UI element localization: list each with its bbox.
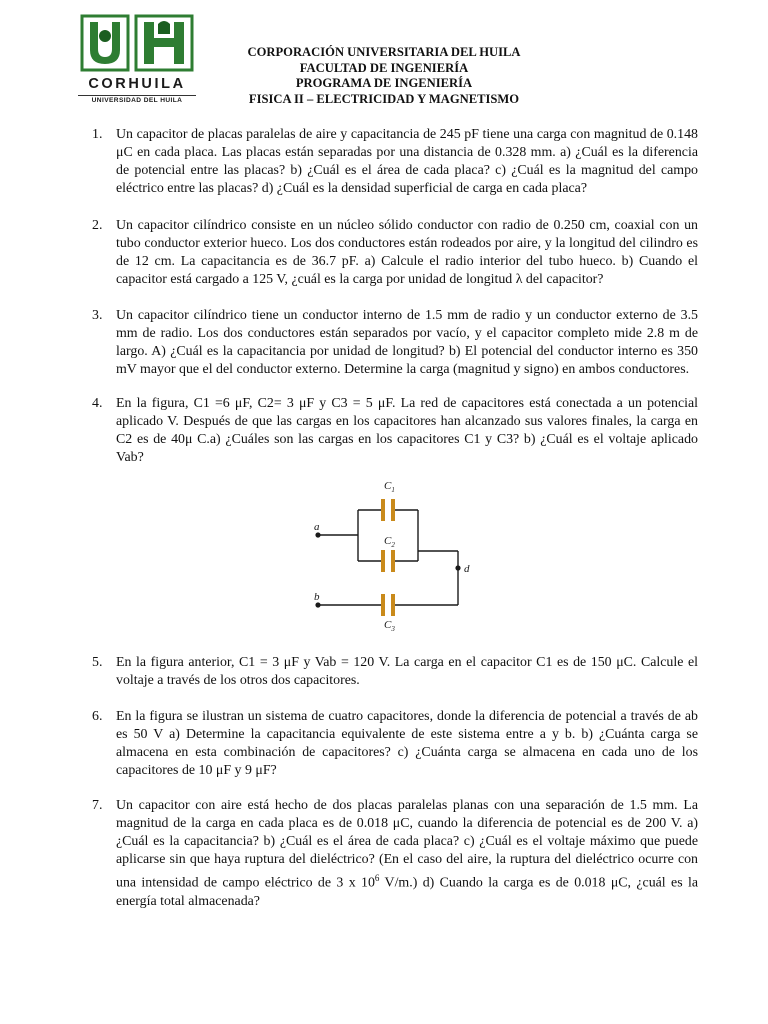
header-faculty: FACULTAD DE INGENIERÍA <box>299 60 469 75</box>
exponent: 6 <box>374 873 380 883</box>
header-institution: CORPORACIÓN UNIVERSITARIA DEL HUILA <box>247 45 521 59</box>
question-number: 6. <box>92 709 103 724</box>
question-text: Un capacitor de placas paralelas de aire y capacitancia de 245 pF tiene una carga con magnitud de 0.148 μC en cada placa. Las placas están separadas por una distancia de 0.328 mm. a) ¿Cuál es la diferencia de potencial entre las placas? b) ¿Cuál es el área de cada placa? c) ¿Cuál es la magnitud del campo eléctrico entre las placas? d) ¿Cuál es la densidad superficial de carga en cada placa? <box>116 127 698 196</box>
question-4 <box>92 395 698 467</box>
question-number: 3. <box>92 308 103 323</box>
question-number: 1. <box>92 127 103 142</box>
label-node-b: b <box>314 591 320 603</box>
question-6 <box>92 708 698 780</box>
question-text-part: Un capacitor con aire está hecho de dos placas paralelas planas con una separación de 1.5 mm. La magnitud de la carga en cada placa es de 0.018 μC, cuando la diferencia de potencial es de 200 V. a) ¿Cuál es la capacitancia? b) ¿Cuál es el área de cada placa? c) ¿Cuál es el voltaje máximo que puede aplicarse sin que haya ruptura del dieléctrico? (En el caso del aire, la ruptura del dieléctrico ocurre con una intensidad de campo eléctrico de 3 x 10 <box>116 798 698 891</box>
label-c1: $C_1$ <box>384 480 395 494</box>
question-number: 5. <box>92 655 103 670</box>
label-node-a: a <box>314 521 320 533</box>
question-text-part: V/m.) d) Cuando la carga es de 0.018 μC, ¿cuál es la energía total almacenada? <box>116 875 698 909</box>
logo-subtitle: UNIVERSIDAD DEL HUILA <box>78 95 196 104</box>
question-text: En la figura anterior, C1 = 3 μF y Vab = 120 V. La carga en el capacitor C1 es de 150 μC. Calcule el voltaje a través de los otros dos capacitores. <box>116 655 698 688</box>
question-number: 4. <box>92 396 103 411</box>
question-text: En la figura, C1 =6 μF, C2= 3 μF y C3 = 5 μF. La red de capacitores está conectada a un potencial aplicado V. Después de que las cargas en los capacitores han alcanzado sus valores finales, la carga en C2 es de 40μ C.a) ¿Cuáles son las cargas en los capacitores C1 y C3? b) ¿Cuál es el voltaje aplicado Vab? <box>116 396 698 465</box>
capacitor-c1-icon <box>381 499 395 521</box>
question-number: 2. <box>92 218 103 233</box>
capacitor-c2-icon <box>381 550 395 572</box>
question-text <box>116 797 698 911</box>
question-1 <box>92 126 698 198</box>
question-2 <box>92 217 698 289</box>
node-a-terminal <box>315 532 320 537</box>
label-node-d: d <box>464 563 470 575</box>
question-text: En la figura se ilustran un sistema de cuatro capacitores, donde la diferencia de potencial a través de ab es 50 V a) Determine la capacitancia equivalente de este sistema entre a y b. b) ¿Cuánta carga se almacena en esta combinación de capacitores? c) ¿Cuánta carga se almacena en cada uno de los capacitores de 10 μF y 9 μF? <box>116 709 698 778</box>
question-text: Un capacitor cilíndrico consiste en un núcleo sólido conductor con radio de 0.250 cm, coaxial con un tubo conductor exterior hueco. Los dos conductores están rodeados por aire, y la longitud del cilindro es de 12 cm. La capacitancia es de 36.7 pF. a) Calcule el radio interior del tubo hueco. b) Cuando el capacitor está cargado a 125 V, ¿cuál es la carga por unidad de longitud λ del capacitor? <box>116 218 698 287</box>
question-7 <box>92 797 698 911</box>
label-c2: $C_2$ <box>384 535 395 549</box>
capacitor-circuit-diagram <box>300 474 480 636</box>
question-number: 7. <box>92 798 103 813</box>
circuit-wires <box>318 510 458 605</box>
question-text: Un capacitor cilíndrico tiene un conductor interno de 1.5 mm de radio y un conductor externo de 3.5 mm de radio. Los dos conductores están separados por vacío, y el capacitor completo mide 2.8 m de largo. A) ¿Cuál es la capacitancia por unidad de longitud? b) El potencial del conductor interno es 350 mV mayor que el del conductor externo. Determine la carga (magnitud y signo) en ambos conductores. <box>116 308 698 377</box>
node-d-junction <box>455 565 460 570</box>
capacitor-c3-icon <box>381 594 395 616</box>
university-logo <box>78 14 196 106</box>
header-program: PROGRAMA DE INGENIERÍA <box>295 76 473 90</box>
question-5 <box>92 654 698 690</box>
logo-emblem-icon <box>78 14 196 74</box>
logo-name: CORHUILA <box>88 76 186 92</box>
question-3 <box>92 307 698 379</box>
document-header <box>200 45 568 107</box>
label-c3: $C_3$ <box>384 619 395 633</box>
node-b-terminal <box>315 602 320 607</box>
header-course: FISICA II – ELECTRICIDAD Y MAGNETISMO <box>248 91 520 106</box>
